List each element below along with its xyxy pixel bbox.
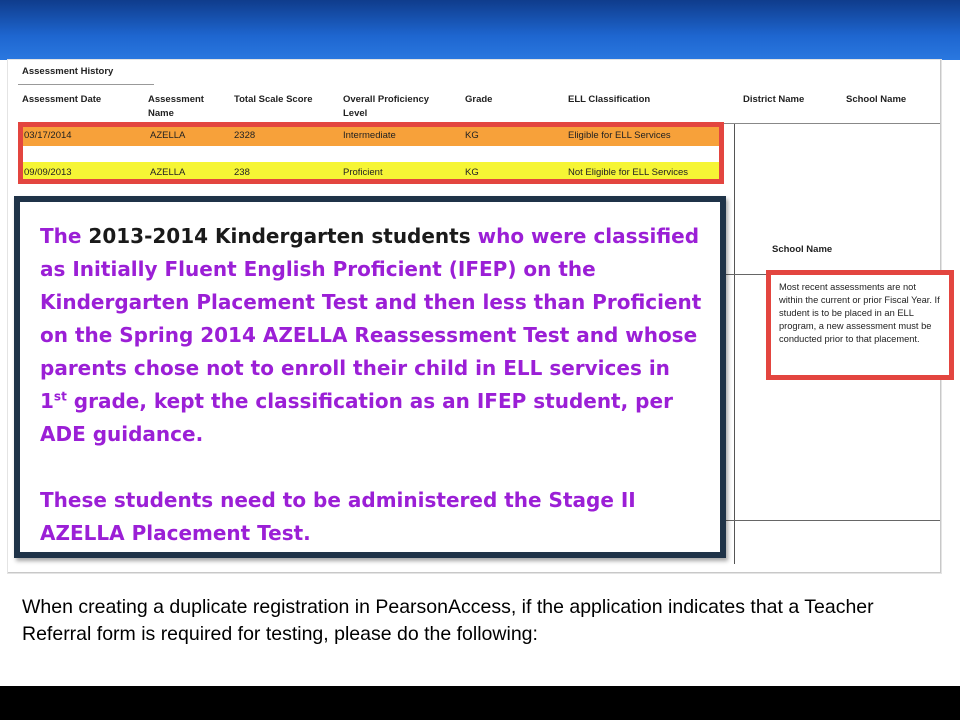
callout-text: grade, kept the classification as an IFEP student, per ADE guidance.: [40, 389, 673, 446]
cell-level: Proficient: [343, 167, 383, 178]
rows-highlight-box: [18, 122, 724, 184]
cell-date: 09/09/2013: [24, 167, 72, 178]
assessment-notice: Most recent assessments are not within the current or prior Fiscal Year. If student is to be placed in an ELL program, a new assessment must be conducted prior to that placement.: [766, 270, 954, 380]
cell-date: 03/17/2014: [24, 130, 72, 141]
callout-paragraph-1: [40, 220, 702, 451]
callout-text: The: [40, 224, 89, 248]
bottom-banner: [0, 686, 960, 720]
top-banner: [0, 0, 960, 60]
callout-paragraph-2: These students need to be administered the Stage II AZELLA Placement Test.: [40, 488, 636, 545]
col-total-scale-score: Total Scale Score: [234, 94, 313, 105]
cell-name: AZELLA: [150, 167, 186, 178]
callout-content: [20, 202, 720, 552]
cell-classification: Eligible for ELL Services: [568, 130, 671, 141]
cell-score: 238: [234, 167, 250, 178]
col-overall-proficiency-level: Overall Proficiency Level: [343, 94, 430, 119]
row-divider: [724, 520, 940, 521]
cell-score: 2328: [234, 130, 256, 141]
callout-emphasis: 2013-2014 Kindergarten students: [88, 224, 471, 248]
col-school-name: School Name: [846, 94, 907, 105]
col-ell-classification: ELL Classification: [568, 94, 651, 105]
slide-caption: When creating a duplicate registration in PearsonAccess, if the application indicates that a Teacher Referral form is required for testing, please do the following:: [22, 596, 874, 645]
cell-level: Intermediate: [343, 130, 396, 141]
section-title: Assessment History: [22, 66, 114, 77]
col-grade: Grade: [465, 94, 493, 105]
cell-grade: KG: [465, 130, 479, 141]
callout-text: who were classified as Initially Fluent English Proficient (IFEP) on the Kindergarten Placement Test and then less than Proficient on the Spring 2014 AZELLA Reassessment Test and whose parents chose not to enroll their child in ELL services in 1: [40, 224, 702, 413]
cell-grade: KG: [465, 167, 479, 178]
title-divider: [18, 84, 154, 85]
callout-superscript: st: [53, 389, 67, 404]
ifep-callout-box: [14, 196, 726, 558]
cell-classification: Not Eligible for ELL Services: [568, 167, 689, 178]
col-assessment-date: Assessment Date: [22, 94, 102, 105]
school-name-label: School Name: [772, 244, 833, 255]
cell-name: AZELLA: [150, 130, 186, 141]
col-assessment-name: Assessment Name: [148, 94, 204, 119]
col-district-name: District Name: [743, 94, 805, 105]
column-divider: [734, 124, 735, 564]
